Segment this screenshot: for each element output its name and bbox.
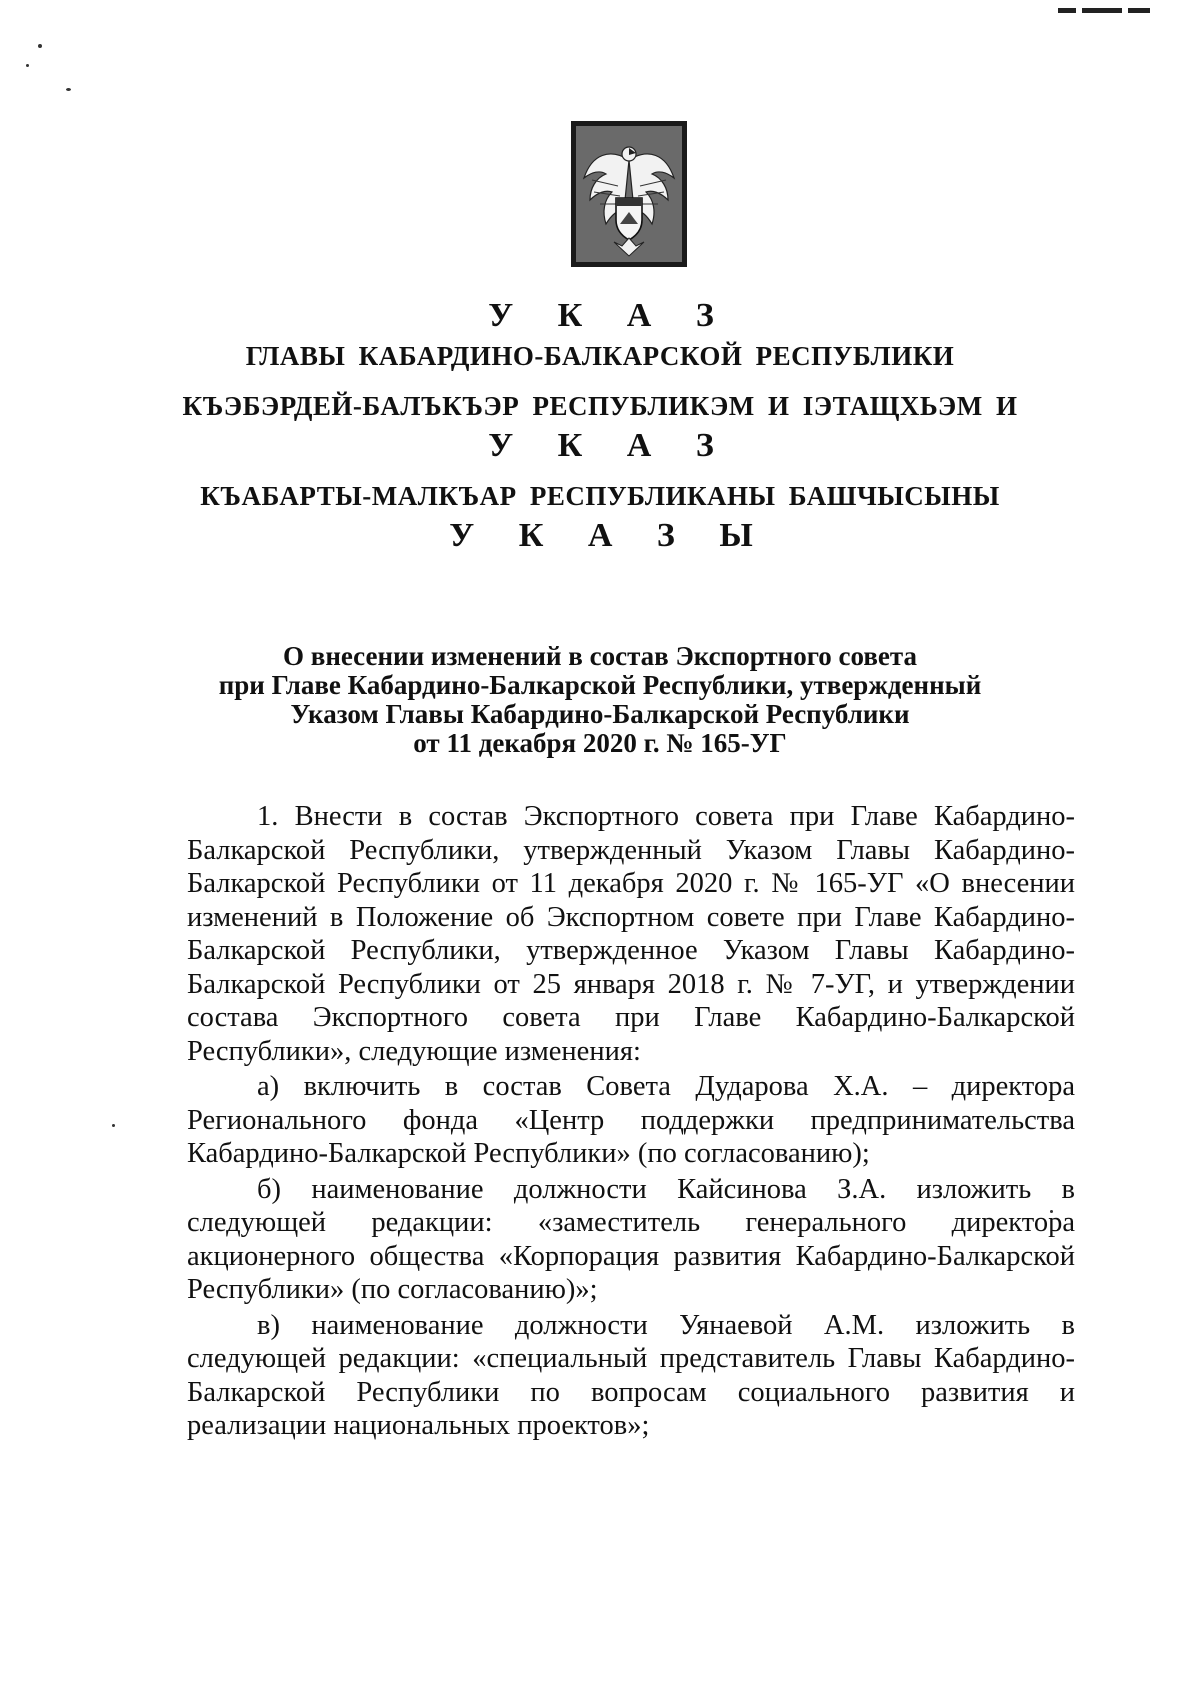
authority-kbd: КЪЭБЭРДЕЙ-БАЛЪКЪЭР РЕСПУБЛИКЭМ И ІЭТАЩХЬЭМ И xyxy=(182,391,1018,421)
paragraph-b: б) наименование должности Кайсинова З.А. изложить в следующей редакции: «заместитель генерального директора акционерного общества «Корпорация развития Кабардино-Балкарской Республики» (по согласованию)»; xyxy=(187,1173,1075,1305)
title-line: от 11 декабря 2020 г. № 165-УГ xyxy=(413,728,787,758)
paragraph-1: 1. Внести в состав Экспортного совета при Главе Кабардино-Балкарской Республики, утвержденный Указом Главы Кабардино-Балкарской Республики от 11 декабря 2020 г. № 165-УГ «О внесении изменений в Положение об Экспортном совете при Главе Кабардино-Балкарской Республики, утвержденное Указом Главы Кабардино-Балкарской Республики от 25 января 2018 г. № 7-УГ, и утверждении состава Экспортного совета при Главе Кабардино-Балкарской Республики», следующие изменения: xyxy=(187,801,1075,1067)
decree-header xyxy=(0,296,1200,556)
title-line: Указом Главы Кабардино-Балкарской Республики xyxy=(290,699,910,729)
scan-artifact xyxy=(1052,0,1172,6)
scan-speck xyxy=(66,88,71,91)
title-line: О внесении изменений в состав Экспортного совета xyxy=(282,641,918,671)
authority-krc: КЪАБАРТЫ-МАЛКЪАР РЕСПУБЛИКАНЫ БАШЧЫСЫНЫ xyxy=(200,481,1000,511)
authority-ru: ГЛАВЫ КАБАРДИНО-БАЛКАРСКОЙ РЕСПУБЛИКИ xyxy=(245,341,955,371)
document-title xyxy=(0,642,1200,758)
scan-speck xyxy=(26,64,29,67)
paragraph-v: в) наименование должности Уянаевой А.М. изложить в следующей редакции: «специальный представитель Главы Кабардино-Балкарской Республики по вопросам социального развития и реализации национальных проектов»; xyxy=(187,1309,1075,1441)
title-line: при Главе Кабардино-Балкарской Республики, утвержденный xyxy=(218,670,982,700)
paragraph-a: а) включить в состав Совета Дударова Х.А. – директора Регионального фонда «Центр поддержки предпринимательства Кабардино-Балкарской Республики» (по согласованию); xyxy=(187,1071,1075,1169)
scan-speck xyxy=(38,44,42,48)
document-body xyxy=(187,800,1075,1445)
decree-label-ru: У К А З xyxy=(488,297,732,334)
scan-speck xyxy=(112,1124,115,1127)
decree-label-krc: У К А З Ы xyxy=(449,517,771,554)
coat-of-arms-icon xyxy=(570,120,688,268)
decree-label-kbd: У К А З xyxy=(488,427,732,464)
